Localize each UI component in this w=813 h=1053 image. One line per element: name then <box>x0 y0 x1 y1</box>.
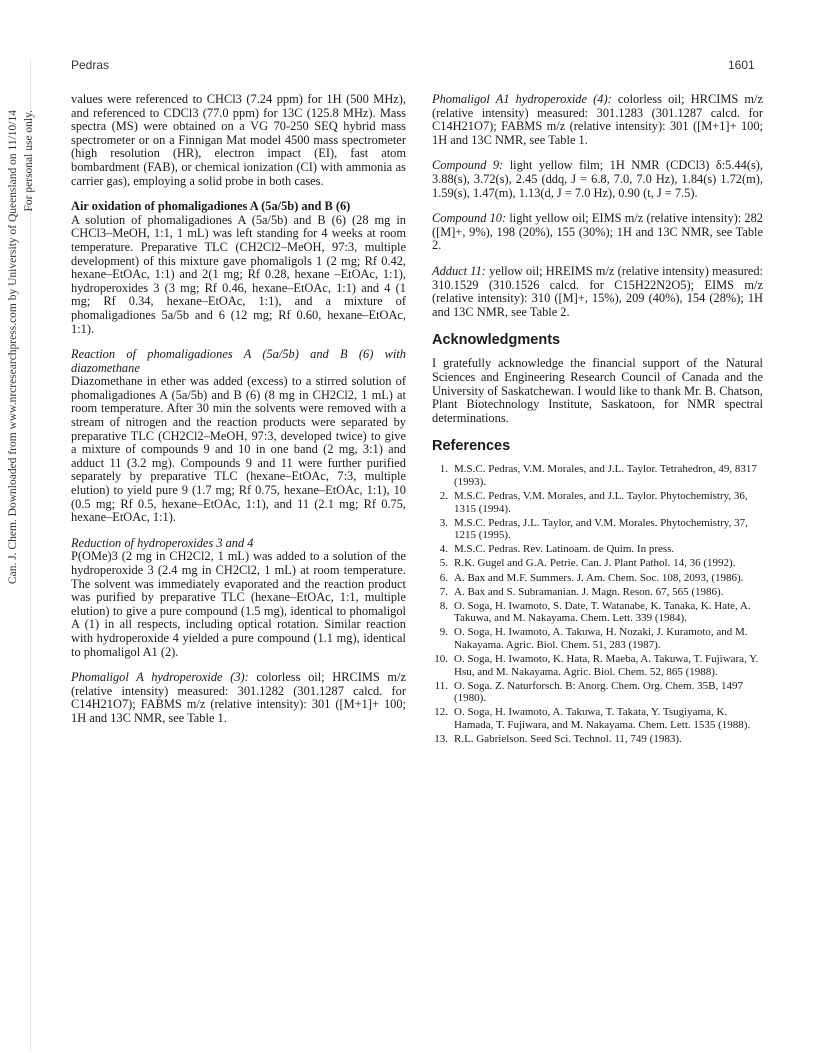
reference-text: O. Soga, H. Iwamoto, K. Hata, R. Maeba, A. Takuwa, T. Fujiwara, Y. Hsu, and M. Nakayama. Agric. Biol. Chem. 52, 865 (1988). <box>454 653 759 678</box>
page-number: 1601 <box>728 58 755 72</box>
reference-number: 2. <box>439 489 448 502</box>
reference-item <box>432 572 763 585</box>
diazomethane-body: Diazomethane in ether was added (excess) to a stirred solution of phomaligadiones A (5a/5b) and B (6) (8 mg in CH2Cl2, 1 mL) at room temperature. After 30 min the solvents were removed with a stream of nitrogen and the reaction products were separated by preparative TLC (CH2Cl2–MeOH, 97:3, developed twice) to give a mixture of compounds 9 and 10 in one band (2 mg, 3:1) and adduct 11 (3.2 mg). Compounds 9 and 11 were further purified separately by preparative TLC (hexane–EtOAc, 7:3, multiple elution) to yield pure 9 (1.7 mg; Rf 0.75, hexane–EtOAc, 1:1), 10 (0.5 mg; Rf 0.5, hexane–EtOAc, 1:1), and 11 (2.1 mg; Rf 0.75, hexane–EtOAc, 1:1). <box>71 374 406 525</box>
reduction-heading: Reduction of hydroperoxides 3 and 4 <box>71 535 254 550</box>
air-oxidation-heading: Air oxidation of phomaligadiones A (5a/5b) and B (6) <box>71 199 351 214</box>
compound-9-body: light yellow film; 1H NMR (CDCl3) δ:5.44(s), 3.88(s), 3.72(s), 2.45 (ddq, J = 6.8, 7.0, 7.0 Hz), 1.84(s) 1.72(m), 1.59(s), 1.47(m), 1.13(d, J = 7.0 Hz), 0.90 (t, J = 7.5). <box>432 158 763 200</box>
reference-item <box>432 557 763 570</box>
reduction-body: P(OMe)3 (2 mg in CH2Cl2, 1 mL) was added to a solution of the hydroperoxide 3 (2.4 mg in CH2Cl2, 1 mL) at room temperature. The solvent was immediately evaporated and the reaction product was purified by preparative TLC (hexane–EtOAc, 1:1, multiple elution) to give a pure compound (1.5 mg), identical to phomaligol A (1) in all respects, including optical rotation. Similar reaction with hydroperoxide 4 yielded a pure compound (1.1 mg), identical to phomaligol A1 (2). <box>71 549 406 659</box>
adduct-11-label: Adduct 11: <box>432 263 486 278</box>
reference-text: O. Soga, H. Iwamoto, S. Date, T. Watanabe, K. Tanaka, K. Hate, A. Takuwa, and M. Nakayama. Chem. Lett. 339 (1984). <box>454 599 751 625</box>
reference-text: M.S.C. Pedras, V.M. Morales, and J.L. Taylor. Tetrahedron, 49, 8317 (1993). <box>454 463 757 488</box>
reference-text: O. Soga, H. Iwamoto, A. Takuwa, T. Takata, Y. Tsugiyama, K. Hamada, T. Fujiwara, and M. Nakayama. Chem. Lett. 1535 (1988). <box>454 706 751 732</box>
watermark-line-2: For personal use only. <box>23 110 35 212</box>
reference-number: 7. <box>439 585 448 598</box>
right-column <box>432 93 763 747</box>
reference-number: 6. <box>439 571 448 584</box>
reference-item <box>432 653 763 678</box>
reference-number: 3. <box>439 516 448 529</box>
reference-item <box>432 543 763 556</box>
reference-number: 9. <box>439 626 448 639</box>
reference-text: O. Soga, H. Iwamoto, A. Takuwa, H. Nozaki, J. Kuramoto, and M. Nakayama. Agric. Biol. Chem. 51, 283 (1987). <box>454 626 748 651</box>
reference-text: M.S.C. Pedras. Rev. Latinoam. de Quim. In press. <box>454 543 675 556</box>
adduct-11-entry <box>432 265 763 319</box>
watermark-line-1: Can. J. Chem. Downloaded from www.nrcresearchpress.com by University of Queensland on 11/10/14 <box>7 110 19 585</box>
reference-item <box>432 586 763 599</box>
hydroperoxide-4-label: Phomaligol A1 hydroperoxide (4): <box>432 92 612 106</box>
reference-text: M.S.C. Pedras, V.M. Morales, and J.L. Taylor. Phytochemistry, 36, 1315 (1994). <box>454 489 748 515</box>
reference-item <box>432 626 763 651</box>
compound-10-entry <box>432 212 763 253</box>
reference-number: 13. <box>434 733 448 746</box>
reference-number: 10. <box>434 653 448 666</box>
reference-text: M.S.C. Pedras, J.L. Taylor, and V.M. Morales. Phytochemistry, 37, 1215 (1995). <box>454 516 748 542</box>
left-column <box>71 93 406 726</box>
compound-9-entry <box>432 159 763 200</box>
methods-paragraph: values were referenced to CHCl3 (7.24 ppm) for 1H (500 MHz), and referenced to CDCl3 (77.0 ppm) for 13C (125.8 MHz). Mass spectra (MS) were obtained on a VG 70-250 SEQ hybrid mass spectrometer or on a Finnigan Mat model 4500 mass spectrometer (high resolution (HR), electron impact (EI), fast atom bombardment (FAB), or chemical ionization (CI) with ammonia as carrier gas), employing a solid probe in both cases. <box>71 92 406 188</box>
reference-number: 12. <box>434 706 448 719</box>
reference-text: A. Bax and S. Subramanian. J. Magn. Reson. 67, 565 (1986). <box>454 585 724 598</box>
hydroperoxide-4-entry <box>432 93 763 147</box>
hydroperoxide-4-body: colorless oil; HRCIMS m/z (relative intensity) measured: 301.1283 (301.1287 calcd. for C14H21O7); FABMS m/z (relative intensity): 301 ([M+1]+ 100; 1H and 13C NMR, see Table 1. <box>432 92 763 147</box>
adduct-11-body: yellow oil; HREIMS m/z (relative intensity) measured: 310.1529 (310.1526 calcd. for C15H22N2O5); EIMS m/z (relative intensity): 310 ([M]+, 15%), 209 (40%), 154 (28%); 1H and 13C NMR, see Table 2. <box>432 263 763 319</box>
reference-item <box>432 600 763 625</box>
compound-9-label: Compound 9: <box>432 158 504 173</box>
hydroperoxide-3-entry <box>71 671 406 725</box>
reference-text: O. Soga. Z. Naturforsch. B: Anorg. Chem. Org. Chem. 35B, 1497 (1980). <box>454 679 743 705</box>
reference-number: 1. <box>439 463 448 476</box>
compound-10-body: light yellow oil; EIMS m/z (relative intensity): 282 ([M]+, 9%), 198 (20%), 155 (30%); 1H and 13C NMR, see Table 2. <box>432 211 764 253</box>
hydroperoxide-3-label: Phomaligol A hydroperoxide (3): <box>71 670 249 685</box>
reference-text: R.K. Gugel and G.A. Petrie. Can. J. Plant Pathol. 14, 36 (1992). <box>454 557 736 570</box>
reference-item <box>432 463 763 488</box>
references-heading: References <box>432 438 511 455</box>
running-head-author: Pedras <box>71 58 110 72</box>
reference-number: 8. <box>439 599 448 612</box>
reference-item <box>432 706 763 731</box>
compound-10-label: Compound 10: <box>432 211 507 226</box>
references-list <box>432 463 763 745</box>
reference-text: R.L. Gabrielson. Seed Sci. Technol. 11, 749 (1983). <box>454 733 682 746</box>
acknowledgments-body: I gratefully acknowledge the financial support of the Natural Sciences and Engineering Research Council of Canada and the University of Saskatchewan. I would like to thank Mr. B. Chatson, Plant Biotechnology Institute, Saskatoon, for NMR spectral determinations. <box>432 356 763 425</box>
acknowledgments-heading: Acknowledgments <box>432 332 561 349</box>
diazomethane-heading: Reaction of phomaligadiones A (5a/5b) and B (6) with diazomethane <box>71 347 406 375</box>
hydroperoxide-3-body: colorless oil; HRCIMS m/z (relative intensity) measured: 301.1282 (301.1287 calcd. for C14H21O7); FABMS m/z (relative intensity): 301 ([M+1]+ 100; 1H and 13C NMR, see Table 1. <box>71 670 406 725</box>
reference-number: 4. <box>439 543 448 556</box>
reference-item <box>432 517 763 542</box>
reference-item <box>432 733 763 746</box>
reference-item <box>432 490 763 515</box>
reference-text: A. Bax and M.F. Summers. J. Am. Chem. Soc. 108, 2093, (1986). <box>454 571 744 584</box>
reference-number: 11. <box>434 679 448 692</box>
air-oxidation-body: A solution of phomaligadiones A (5a/5b) and B (6) (28 mg in CHCl3–MeOH, 1:1, 1 mL) was left standing for 4 weeks at room temperature. Preparative TLC (CH2Cl2–MeOH, 97:3, multiple development) of this mixture gave phomaligols 1 (2 mg; Rf 0.42, hexane–EtOAc, 1:1) and 2(1 mg; Rf 0.28, hexane –EtOAc, 1:1), hydroperoxides 3 (3 mg; Rf 0.46, hexane–EtOAc, 1:1) and 4 (1 mg; Rf 0.34, hexane–EtOAc, 1:1), and a mixture of phomaligadiones 5a/5b and 6 (12 mg; Rf 0.60, hexane–EtOAc, 1:1). <box>71 212 406 336</box>
download-watermark <box>6 110 46 750</box>
reference-item <box>432 680 763 705</box>
reference-number: 5. <box>439 557 448 570</box>
